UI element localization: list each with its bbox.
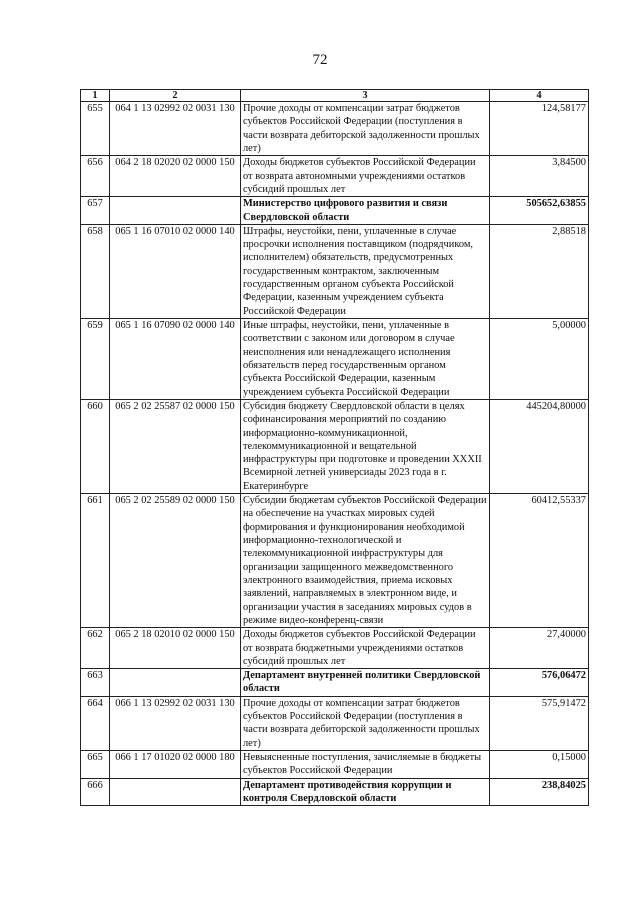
row-amount: 5,00000 [490, 319, 589, 400]
row-description: Невыясненные поступления, зачисляемые в бюджеты субъектов Российской Федерации [241, 751, 490, 779]
row-number: 658 [81, 224, 110, 318]
row-description: Доходы бюджетов субъектов Российской Федерации от возврата бюджетными учреждениями остатков субсидий прошлых лет [241, 628, 490, 669]
row-description: Субсидии бюджетам субъектов Российской Федерации на обеспечение на участках мировых судей формирования и функционирования необходимой информационно-технологической и телекоммуникационной инфраструктуры для организации защищенного межведомственного электронного взаимодействия, приема исковых заявлений, направляемых в электронном виде, и организации участия в заседаниях мировых судов в режиме видео-конференц-связи [241, 494, 490, 628]
row-number: 666 [81, 778, 110, 806]
row-number: 664 [81, 696, 110, 750]
row-number: 661 [81, 494, 110, 628]
table-row [81, 319, 589, 400]
page-number: 72 [312, 52, 328, 68]
row-amount: 27,40000 [490, 628, 589, 669]
budget-code: 065 2 02 25587 02 0000 150 [110, 399, 241, 493]
row-description: Департамент внутренней политики Свердловской области [241, 669, 490, 697]
budget-code: 064 1 13 02992 02 0031 130 [110, 102, 241, 156]
row-amount: 2,88518 [490, 224, 589, 318]
row-amount: 238,84025 [490, 778, 589, 806]
budget-code: 066 1 13 02992 02 0031 130 [110, 696, 241, 750]
row-amount: 505652,63855 [490, 197, 589, 225]
budget-code: 066 1 17 01020 02 0000 180 [110, 751, 241, 779]
revenue-table [80, 89, 589, 806]
row-amount: 575,91472 [490, 696, 589, 750]
table-row [81, 778, 589, 806]
row-number: 656 [81, 156, 110, 197]
table-row [81, 197, 589, 225]
row-description: Министерство цифрового развития и связи Свердловской области [241, 197, 490, 225]
column-header-4: 4 [490, 90, 589, 102]
row-number: 657 [81, 197, 110, 225]
table-row [81, 224, 589, 318]
budget-code: 065 2 02 25589 02 0000 150 [110, 494, 241, 628]
table-row [81, 669, 589, 697]
column-header-3: 3 [241, 90, 490, 102]
budget-code [110, 778, 241, 806]
row-description: Штрафы, неустойки, пени, уплаченные в случае просрочки исполнения поставщиком (подрядчиком, исполнителем) обязательств, предусмотренных государственным контрактом, заключенным государственным органом субъекта Российской Федерации, казенным учреждением субъекта Российской Федерации [241, 224, 490, 318]
row-amount: 0,15000 [490, 751, 589, 779]
row-description: Прочие доходы от компенсации затрат бюджетов субъектов Российской Федерации (поступления в части возврата дебиторской задолженности прошлых лет) [241, 696, 490, 750]
column-header-1: 1 [81, 90, 110, 102]
row-amount: 3,84500 [490, 156, 589, 197]
table-row [81, 751, 589, 779]
table-row [81, 399, 589, 493]
row-description: Департамент противодействия коррупции и контроля Свердловской области [241, 778, 490, 806]
budget-code: 065 1 16 07090 02 0000 140 [110, 319, 241, 400]
budget-code: 065 1 16 07010 02 0000 140 [110, 224, 241, 318]
budget-code [110, 669, 241, 697]
row-number: 663 [81, 669, 110, 697]
row-number: 662 [81, 628, 110, 669]
row-amount: 576,06472 [490, 669, 589, 697]
row-description: Прочие доходы от компенсации затрат бюджетов субъектов Российской Федерации (поступления в части возврата дебиторской задолженности прошлых лет) [241, 102, 490, 156]
column-header-2: 2 [110, 90, 241, 102]
row-number: 665 [81, 751, 110, 779]
row-description: Доходы бюджетов субъектов Российской Федерации от возврата автономными учреждениями остатков субсидий прошлых лет [241, 156, 490, 197]
budget-code [110, 197, 241, 225]
budget-code: 064 2 18 02020 02 0000 150 [110, 156, 241, 197]
row-description: Иные штрафы, неустойки, пени, уплаченные в соответствии с законом или договором в случае неисполнения или ненадлежащего исполнения обязательств перед государственным органом субъекта Российской Федерации, казенным учреждением субъекта Российской Федерации [241, 319, 490, 400]
table-row [81, 628, 589, 669]
table-row [81, 156, 589, 197]
row-amount: 124,58177 [490, 102, 589, 156]
table-row [81, 102, 589, 156]
row-number: 659 [81, 319, 110, 400]
table-row [81, 494, 589, 628]
row-amount: 60412,55337 [490, 494, 589, 628]
table-row [81, 696, 589, 750]
row-description: Субсидия бюджету Свердловской области в целях софинансирования мероприятий по созданию информационно-коммуникационной, телекоммуникационной и вещательной инфраструктуры при подготовке и проведении XXXII Всемирной летней универсиады 2023 года в г. Екатеринбурге [241, 399, 490, 493]
row-amount: 445204,80000 [490, 399, 589, 493]
row-number: 655 [81, 102, 110, 156]
row-number: 660 [81, 399, 110, 493]
table-header-row [81, 90, 589, 102]
budget-code: 065 2 18 02010 02 0000 150 [110, 628, 241, 669]
